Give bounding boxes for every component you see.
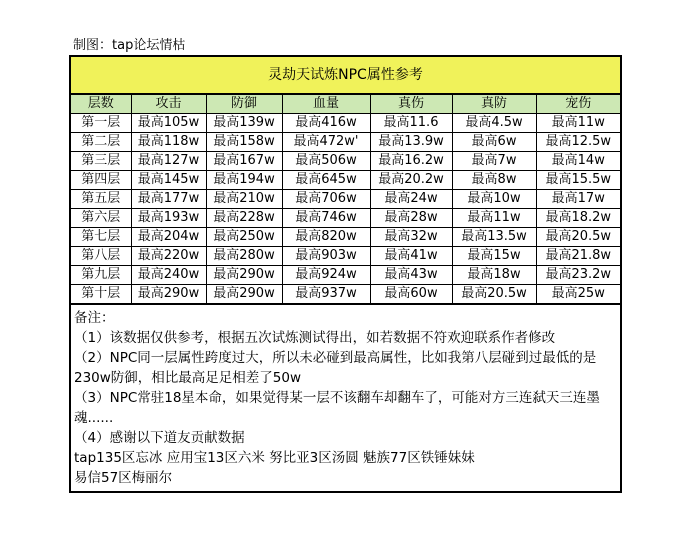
table-row	[71, 190, 620, 209]
notes-heading: 备注：	[74, 310, 115, 326]
stat-cell: 最高228w	[206, 209, 282, 228]
stat-cell: 最高820w	[282, 228, 370, 247]
stat-cell: 最高43w	[370, 266, 452, 285]
stat-cell: 最高6w	[452, 133, 536, 152]
stat-cell: 最高250w	[206, 228, 282, 247]
stat-cell: 最高746w	[282, 209, 370, 228]
floor-cell: 第一层	[71, 114, 131, 133]
table-row	[71, 171, 620, 190]
table-row	[71, 209, 620, 228]
stat-cell: 最高416w	[282, 114, 370, 133]
stat-cell: 最高60w	[370, 285, 452, 304]
column-header: 宠伤	[536, 95, 620, 114]
column-header: 真伤	[370, 95, 452, 114]
floor-cell: 第二层	[71, 133, 131, 152]
stat-cell: 最高11.6	[370, 114, 452, 133]
table-row	[71, 266, 620, 285]
stat-cell: 最高903w	[282, 247, 370, 266]
stat-cell: 最高11w	[452, 209, 536, 228]
note-line: （2）NPC同一层属性跨度过大，所以未必碰到最高属性，比如我第八层碰到过最低的是230w防御，相比最高足足相差了50w	[74, 350, 597, 386]
table-row	[71, 228, 620, 247]
stat-cell: 最高32w	[370, 228, 452, 247]
stat-cell: 最高924w	[282, 266, 370, 285]
credit-text: 制图：tap论坛情枯	[73, 38, 186, 53]
table-row	[71, 133, 620, 152]
stat-cell: 最高290w	[131, 285, 206, 304]
stat-cell: 最高158w	[206, 133, 282, 152]
stat-cell: 最高472w'	[282, 133, 370, 152]
floor-cell: 第八层	[71, 247, 131, 266]
stat-cell: 最高18w	[452, 266, 536, 285]
stat-cell: 最高21.8w	[536, 247, 620, 266]
stat-cell: 最高193w	[131, 209, 206, 228]
stat-cell: 最高118w	[131, 133, 206, 152]
stat-cell: 最高20.2w	[370, 171, 452, 190]
stat-cell: 最高20.5w	[536, 228, 620, 247]
stat-cell: 最高127w	[131, 152, 206, 171]
note-line: tap135区忘冰 应用宝13区六米 努比亚3区汤圆 魅族77区铁锤妹妹	[74, 450, 475, 466]
stat-cell: 最高18.2w	[536, 209, 620, 228]
stat-cell: 最高210w	[206, 190, 282, 209]
column-header: 攻击	[131, 95, 206, 114]
stat-cell: 最高12.5w	[536, 133, 620, 152]
stat-cell: 最高4.5w	[452, 114, 536, 133]
stat-cell: 最高13.9w	[370, 133, 452, 152]
stat-cell: 最高240w	[131, 266, 206, 285]
stat-cell: 最高139w	[206, 114, 282, 133]
note-line: （1）该数据仅供参考，根据五次试炼测试得出，如若数据不符欢迎联系作者修改	[74, 330, 556, 346]
stats-table	[71, 94, 620, 304]
floor-cell: 第六层	[71, 209, 131, 228]
stat-cell: 最高11w	[536, 114, 620, 133]
stat-cell: 最高220w	[131, 247, 206, 266]
floor-cell: 第七层	[71, 228, 131, 247]
stat-cell: 最高105w	[131, 114, 206, 133]
notes-section	[71, 304, 620, 491]
note-line: （4）感谢以下道友贡献数据	[74, 430, 245, 446]
table-body	[71, 114, 620, 304]
stat-cell: 最高145w	[131, 171, 206, 190]
stat-cell: 最高194w	[206, 171, 282, 190]
column-header: 真防	[452, 95, 536, 114]
stat-cell: 最高290w	[206, 266, 282, 285]
stat-cell: 最高41w	[370, 247, 452, 266]
header-row	[71, 95, 620, 114]
stat-cell: 最高706w	[282, 190, 370, 209]
stat-cell: 最高167w	[206, 152, 282, 171]
floor-cell: 第三层	[71, 152, 131, 171]
stat-cell: 最高20.5w	[452, 285, 536, 304]
floor-cell: 第四层	[71, 171, 131, 190]
stat-cell: 最高28w	[370, 209, 452, 228]
table-row	[71, 114, 620, 133]
floor-cell: 第五层	[71, 190, 131, 209]
stat-cell: 最高280w	[206, 247, 282, 266]
floor-cell: 第九层	[71, 266, 131, 285]
column-header: 防御	[206, 95, 282, 114]
note-line: 易信57区梅丽尔	[74, 470, 173, 486]
stats-sheet	[69, 55, 622, 493]
floor-cell: 第十层	[71, 285, 131, 304]
stat-cell: 最高8w	[452, 171, 536, 190]
stat-cell: 最高937w	[282, 285, 370, 304]
stat-cell: 最高506w	[282, 152, 370, 171]
note-line: （3）NPC常驻18星本命，如果觉得某一层不该翻车却翻车了，可能对方三连弑天三连墨魂......	[74, 390, 600, 426]
stat-cell: 最高16.2w	[370, 152, 452, 171]
stat-cell: 最高13.5w	[452, 228, 536, 247]
table-row	[71, 152, 620, 171]
column-header: 血量	[282, 95, 370, 114]
stat-cell: 最高15.5w	[536, 171, 620, 190]
sheet-title: 灵劫天试炼NPC属性参考	[71, 57, 620, 94]
stat-cell: 最高10w	[452, 190, 536, 209]
stat-cell: 最高15w	[452, 247, 536, 266]
stat-cell: 最高177w	[131, 190, 206, 209]
column-header: 层数	[71, 95, 131, 114]
stat-cell: 最高24w	[370, 190, 452, 209]
stat-cell: 最高204w	[131, 228, 206, 247]
stat-cell: 最高14w	[536, 152, 620, 171]
stat-cell: 最高645w	[282, 171, 370, 190]
stat-cell: 最高17w	[536, 190, 620, 209]
stat-cell: 最高25w	[536, 285, 620, 304]
stat-cell: 最高7w	[452, 152, 536, 171]
table-row	[71, 285, 620, 304]
stat-cell: 最高290w	[206, 285, 282, 304]
table-row	[71, 247, 620, 266]
stat-cell: 最高23.2w	[536, 266, 620, 285]
